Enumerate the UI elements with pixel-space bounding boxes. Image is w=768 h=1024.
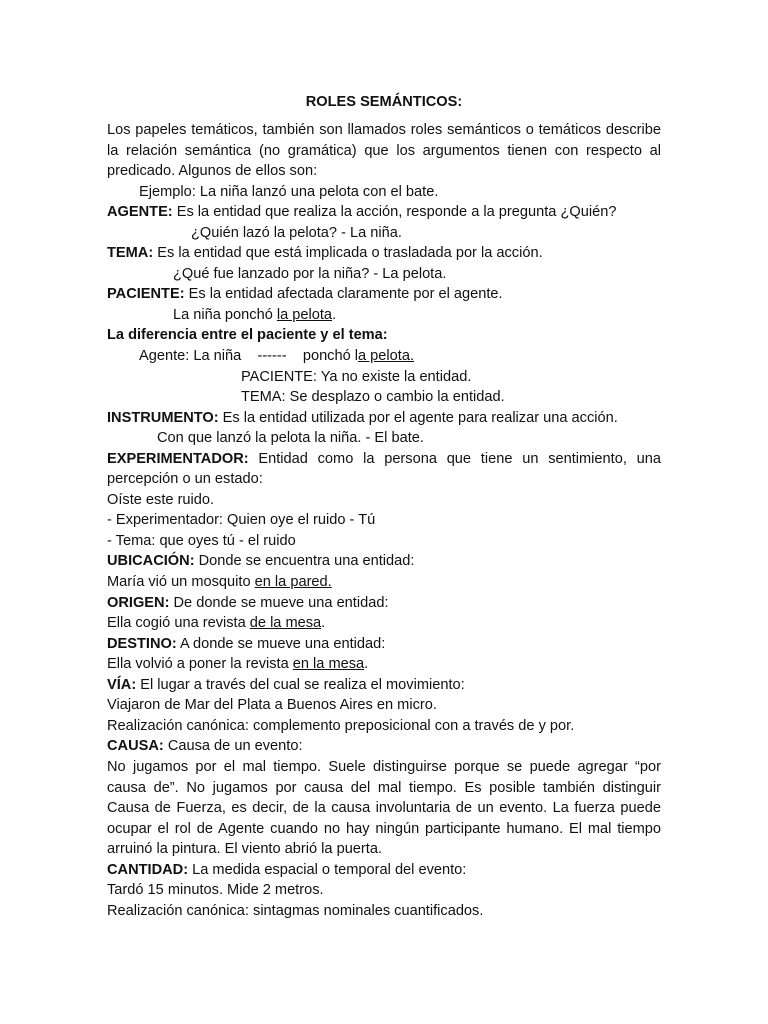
role-paciente — [107, 284, 661, 305]
role-term: AGENTE: — [107, 204, 173, 221]
role-term: ORIGEN: — [107, 594, 170, 611]
underlined-phrase: la pelota — [276, 306, 333, 323]
role-term: DESTINO: — [107, 635, 177, 652]
role-example: Con que lanzó la pelota la niña. - El bate. — [157, 430, 424, 447]
underlined-phrase: a pelota. — [358, 348, 415, 365]
intro-paragraph: Los papeles temáticos, también son llamados roles semánticos o temáticos describe la relación semántica (no gramática) que los argumentos tienen con respecto al predicado. Algunos de ellos son: — [107, 122, 661, 180]
role-example — [107, 572, 661, 593]
comparison-paciente: PACIENTE: Ya no existe la entidad. — [241, 368, 472, 385]
role-example: ¿Qué fue lanzado por la niña? - La pelota. — [173, 265, 447, 282]
role-definition: El lugar a través del cual se realiza el movimiento: — [136, 676, 465, 693]
comparison-tema: TEMA: Se desplazo o cambio la entidad. — [241, 389, 505, 406]
role-causa — [107, 736, 661, 757]
page-title: ROLES SEMÁNTICOS: — [305, 94, 463, 110]
role-definition: Es la entidad que realiza la acción, responde a la pregunta ¿Quién? — [172, 204, 617, 221]
role-note: Realización canónica: complemento preposicional con a través de y por. — [107, 717, 575, 734]
causa-paragraph: No jugamos por el mal tiempo. Suele distinguirse porque se puede agregar “por causa de”. No jugamos por causa del mal tiempo. Es posible también distinguir Causa de Fuerza, es decir, de la causa involuntaria de un evento. La fuerza puede ocupar el rol de Agente cuando no hay ningún participante humano. El mal tiempo arruinó la pintura. El viento abrió la puerta. — [107, 758, 661, 858]
role-definition: Entidad como la persona que tiene un sentimiento, una percepción o un estado: — [107, 450, 661, 488]
role-example: Oíste este ruido. — [107, 491, 215, 508]
role-destino — [107, 634, 661, 655]
role-origen — [107, 593, 661, 614]
role-example: ¿Quién lazó la pelota? - La niña. — [191, 224, 402, 241]
role-example: Viajaron de Mar del Plata a Buenos Aires en micro. — [107, 697, 437, 714]
role-example — [107, 305, 661, 326]
role-cantidad — [107, 860, 661, 881]
role-term: VÍA: — [107, 676, 137, 693]
document-body — [107, 120, 661, 921]
role-example — [107, 654, 661, 675]
role-tema — [107, 243, 661, 264]
heading-text: La diferencia entre el paciente y el tema: — [107, 327, 388, 344]
role-definition: Es la entidad que está implicada o trasladada por la acción. — [153, 245, 543, 262]
example-text: . — [321, 615, 326, 632]
role-experimentador — [107, 449, 661, 490]
role-definition: Es la entidad afectada claramente por el agente. — [184, 286, 503, 303]
role-example: - Tema: que oyes tú - el ruido — [107, 532, 296, 549]
example-text: Ella volvió a poner la revista — [107, 656, 293, 673]
role-definition: Es la entidad utilizada por el agente para realizar una acción. — [218, 409, 618, 426]
role-example: - Experimentador: Quien oye el ruido - Tú — [107, 512, 376, 529]
role-term: CANTIDAD: — [107, 861, 189, 878]
role-term: INSTRUMENTO: — [107, 409, 219, 426]
role-definition: A donde se mueve una entidad: — [176, 635, 386, 652]
role-definition: Causa de un evento: — [163, 738, 303, 755]
role-via — [107, 675, 661, 696]
example-text: . — [364, 656, 369, 673]
role-definition: Donde se encuentra una entidad: — [194, 553, 415, 570]
role-note: Realización canónica: sintagmas nominales cuantificados. — [107, 902, 484, 919]
section-heading — [107, 325, 661, 346]
role-example: Tardó 15 minutos. Mide 2 metros. — [107, 882, 324, 899]
example-text: La niña ponchó — [173, 306, 277, 323]
example-text: María vió un mosquito — [107, 574, 255, 591]
role-instrumento — [107, 408, 661, 429]
example-line: Ejemplo: La niña lanzó una pelota con el bate. — [139, 183, 439, 200]
role-agente — [107, 202, 661, 223]
underlined-phrase: en la mesa — [292, 656, 365, 673]
role-definition: De donde se mueve una entidad: — [169, 594, 389, 611]
example-text: Ella cogió una revista — [107, 615, 250, 632]
comparison-line — [107, 346, 661, 367]
role-term: EXPERIMENTADOR: — [107, 450, 249, 467]
role-term: UBICACIÓN: — [107, 553, 195, 570]
underlined-phrase: de la mesa — [249, 615, 322, 632]
role-term: CAUSA: — [107, 738, 164, 755]
role-example — [107, 613, 661, 634]
example-text: Agente: La niña ------ ponchó l — [139, 348, 359, 365]
role-definition: La medida espacial o temporal del evento: — [188, 861, 467, 878]
role-term: TEMA: — [107, 245, 154, 262]
role-term: PACIENTE: — [107, 286, 185, 303]
underlined-phrase: en la pared. — [254, 574, 332, 591]
role-ubicacion — [107, 551, 661, 572]
example-text: . — [332, 306, 337, 323]
